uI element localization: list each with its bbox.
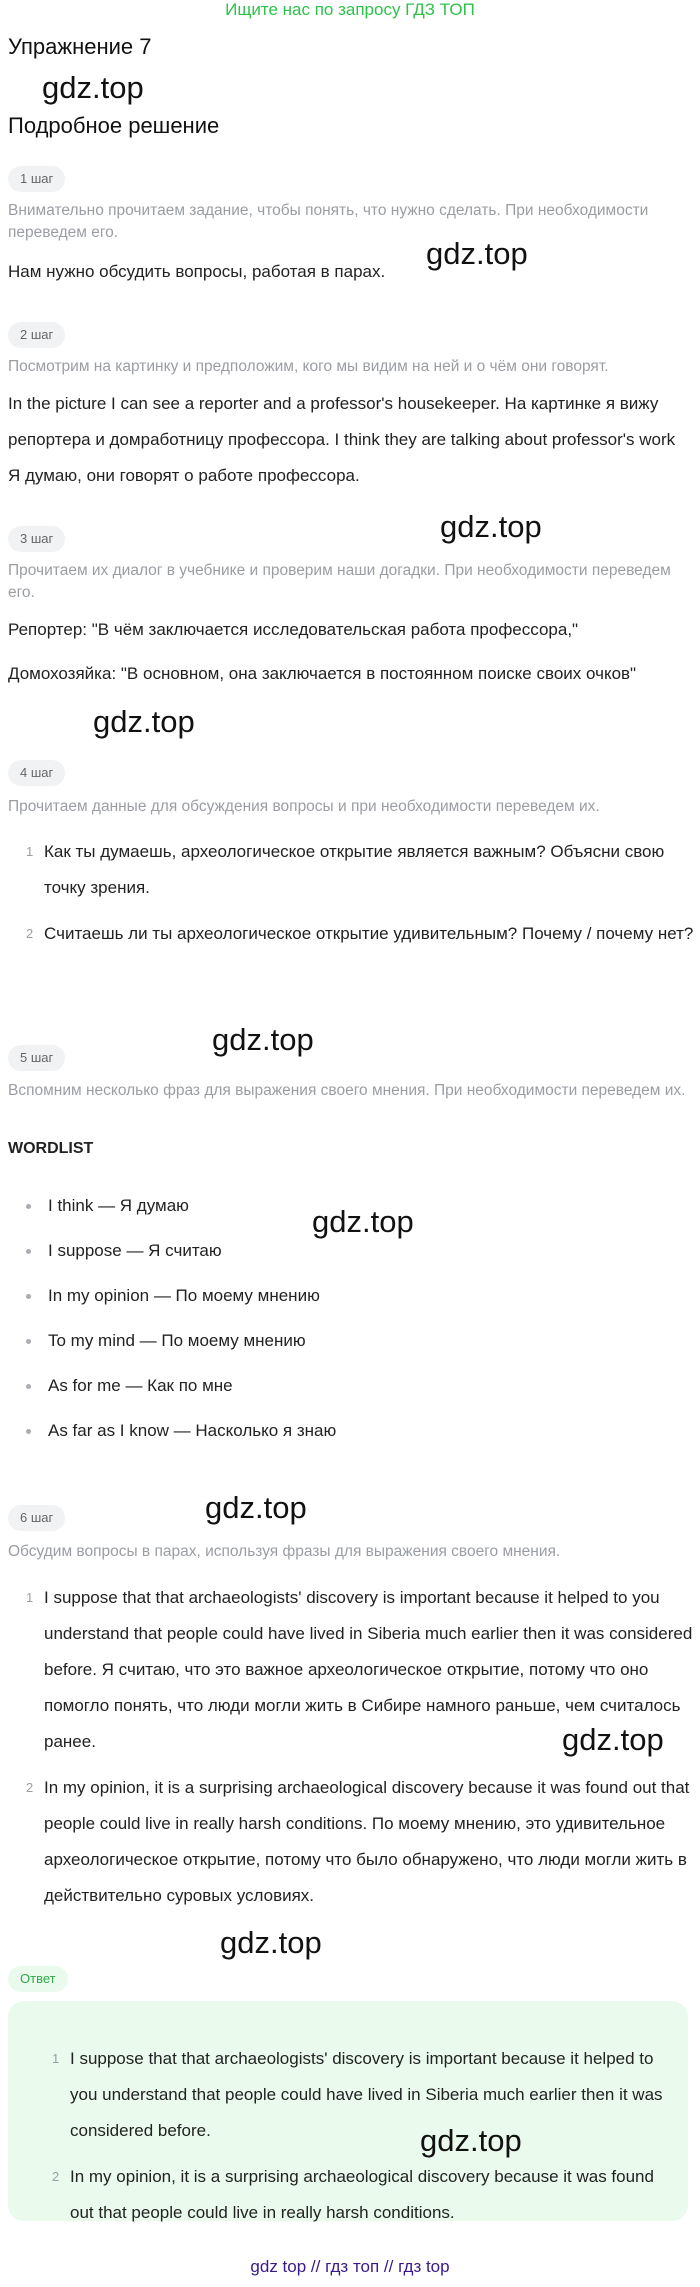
watermark: gdz.top	[212, 1022, 314, 1057]
watermark: gdz.top	[42, 70, 144, 105]
list-item-text: In my opinion, it is a surprising archaeological discovery because it was found out that people could live in really harsh conditions. По моему мнению, это удивительное археологическое открытие, потому что было обнаружено, что люди могли жить в действительно суровых условиях.	[44, 1778, 690, 1905]
page-title: Упражнение 7	[8, 34, 152, 59]
bullet-dot	[26, 1204, 31, 1209]
list-number: 1	[26, 1590, 34, 1605]
bullet-dot	[26, 1429, 31, 1434]
step-badge: 5 шаг	[8, 1045, 65, 1071]
list-item	[26, 1770, 694, 1914]
wordlist-item	[48, 1239, 222, 1263]
step-hint: Прочитаем их диалог в учебнике и проверим наши догадки. При необходимости переведем его.	[8, 562, 671, 601]
list-item	[26, 834, 694, 906]
watermark: gdz.top	[205, 1490, 307, 1525]
wordlist-item	[48, 1374, 233, 1398]
step-badge: 3 шаг	[8, 526, 65, 552]
wordlist-item	[48, 1329, 306, 1353]
wordlist-item-text: To my mind — По моему мнению	[48, 1331, 306, 1350]
step-badge: 2 шаг	[8, 322, 65, 348]
watermark: gdz.top	[440, 509, 542, 544]
step-hint: Обсудим вопросы в парах, используя фразы для выражения своего мнения.	[8, 1543, 561, 1560]
watermark: gdz.top	[562, 1722, 664, 1757]
step-text: Нам нужно обсудить вопросы, работая в парах.	[8, 262, 386, 281]
wordlist-item-text: In my opinion — По моему мнению	[48, 1286, 320, 1305]
footer-links[interactable]: gdz top // гдз топ // гдз top	[250, 2257, 450, 2276]
step-hint: Посмотрим на картинку и предположим, кого мы видим на ней и о чём они говорят.	[8, 358, 609, 375]
list-item	[26, 916, 694, 952]
list-item-text: I suppose that that archaeologists' discovery is important because it helped to you understand that people could have lived in Siberia much earlier then it was considered before. Я считаю, что это важное археологическое открытие, потому что оно помогло понять, что люди могли жить в Сибире намного раньше, чем считалось ранее.	[44, 1588, 693, 1751]
answer-item-text: I suppose that that archaeologists' discovery is important because it helped to you understand that people could have lived in Siberia much earlier then it was considered before.	[70, 2049, 663, 2140]
step-badge: 1 шаг	[8, 166, 65, 192]
step-text: Домохозяйка: "В основном, она заключается в постоянном поиске своих очков"	[8, 664, 637, 683]
watermark: gdz.top	[426, 236, 528, 271]
watermark: gdz.top	[93, 704, 195, 739]
wordlist-item	[48, 1194, 189, 1218]
bullet-dot	[26, 1249, 31, 1254]
list-item-text: Как ты думаешь, археологическое открытие является важным? Объясни свою точку зрения.	[44, 842, 665, 897]
search-banner[interactable]: Ищите нас по запросу ГДЗ ТОП	[225, 0, 475, 19]
wordlist-title: WORDLIST	[8, 1140, 94, 1157]
step-text: In the picture I can see a reporter and a professor's housekeeper. На картинке я вижу репортера и домработницу профессора. I think they are talking about professor's work Я думаю, они говорят о работе профессора.	[8, 394, 676, 485]
watermark: gdz.top	[420, 2123, 522, 2158]
list-number: 2	[26, 1780, 34, 1795]
wordlist-item	[48, 1419, 336, 1443]
list-number: 1	[26, 844, 34, 859]
bullet-dot	[26, 1294, 31, 1299]
watermark: gdz.top	[220, 1925, 322, 1960]
wordlist-item	[48, 1284, 320, 1308]
answer-item	[52, 2041, 670, 2149]
step-text: Репортер: "В чём заключается исследовательская работа профессора,"	[8, 620, 579, 639]
wordlist-item-text: I suppose — Я считаю	[48, 1241, 222, 1260]
step-hint: Вспомним несколько фраз для выражения своего мнения. При необходимости переведем их.	[8, 1082, 686, 1099]
list-item-text: Считаешь ли ты археологическое открытие удивительным? Почему / почему нет?	[44, 924, 694, 943]
list-number: 2	[52, 2169, 60, 2184]
bullet-dot	[26, 1339, 31, 1344]
list-number: 1	[52, 2051, 60, 2066]
wordlist-item-text: I think — Я думаю	[48, 1196, 189, 1215]
step-badge: 4 шаг	[8, 760, 65, 786]
bullet-dot	[26, 1384, 31, 1389]
wordlist-item-text: As far as I know — Насколько я знаю	[48, 1421, 337, 1440]
step-hint: Прочитаем данные для обсуждения вопросы и при необходимости переведем их.	[8, 798, 600, 815]
wordlist-item-text: As for me — Как по мне	[48, 1376, 233, 1395]
section-title: Подробное решение	[8, 113, 220, 138]
answer-item	[52, 2159, 670, 2231]
step-hint: Внимательно прочитаем задание, чтобы понять, что нужно сделать. При необходимости переведем его.	[8, 202, 649, 241]
answer-item-text: In my opinion, it is a surprising archaeological discovery because it was found out that people could live in really harsh conditions.	[70, 2167, 654, 2222]
answer-badge: Ответ	[8, 1966, 68, 1992]
list-number: 2	[26, 926, 34, 941]
watermark: gdz.top	[312, 1204, 414, 1239]
step-badge: 6 шаг	[8, 1505, 65, 1531]
